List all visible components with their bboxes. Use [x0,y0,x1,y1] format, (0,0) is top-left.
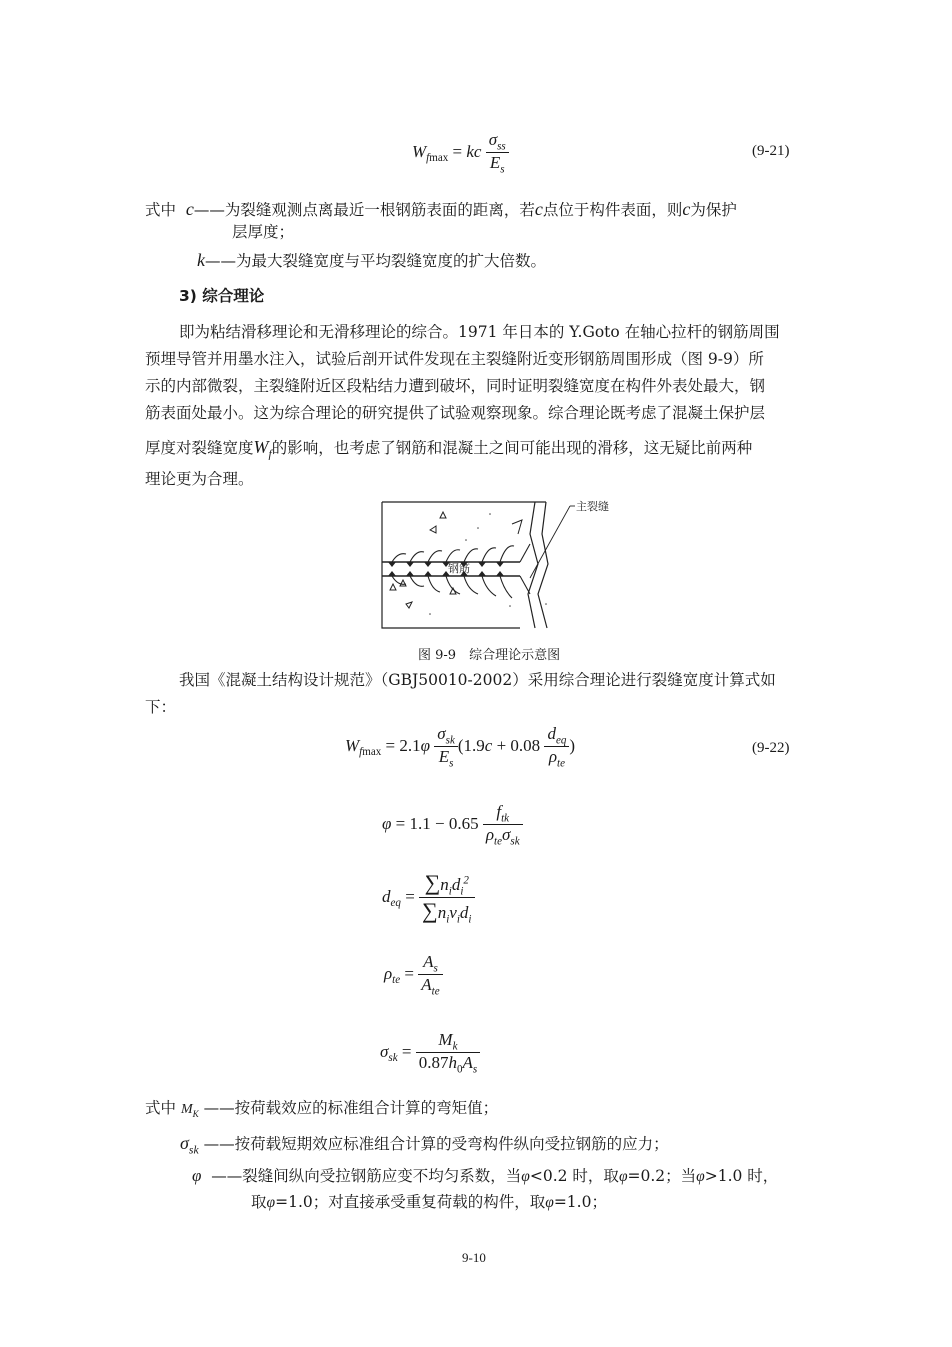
equation-9-21: $W_{fmax}$ = kc $\frac{\sigma_{ss}}{E_s}$ [412,130,509,176]
equation-phi: φ = 1.1 − 0.65 $\frac{f_{tk}}{\rho_{te}\sigma_{sk}}$ [382,802,523,848]
definition-phi: φ ——裂缝间纵向受拉钢筋应变不均匀系数，当φ<0.2 时，取φ=0.2；当φ>1.0 时， [192,1166,779,1185]
equation-number-9-21: (9-21) [752,143,790,159]
paragraph-line-1: 即为粘结滑移理论和无滑移理论的综合。1971 年日本的 Y.Goto 在轴心拉杆的钢筋周围 [179,323,780,341]
definition-c: 式中 c——为裂缝观测点离最近一根钢筋表面的距离，若c点位于构件表面，则c为保护 [145,199,737,219]
figure-label-rebar: 钢筋 [448,562,470,575]
definition-sigma-sk: $\sigma_{sk}$ ——按荷载短期效应标准组合计算的受弯构件纵向受拉钢筋的应力； [180,1133,669,1157]
definition-k: k——为最大裂缝宽度与平均裂缝宽度的扩大倍数。 [197,250,547,270]
code-paragraph-line-2: 下： [145,698,177,716]
equation-sigma-sk: $\sigma_{sk}$ = $\frac{M_k}{0.87h_0A_s}$ [380,1030,480,1076]
paragraph-line-4: 筋表面处最小。这为综合理论的研究提供了试验观察现象。综合理论既考虑了混凝土保护层 [145,404,766,422]
section-heading: 3) 综合理论 [179,287,265,305]
equation-rho-te: $\rho_{te}$ = $\frac{A_s}{A_{te}}$ [384,952,443,998]
paragraph-line-5: 厚度对裂缝宽度$W_f$的影响，也考虑了钢筋和混凝土之间可能出现的滑移，这无疑比前两种 [145,437,753,461]
equation-number-9-22: (9-22) [752,740,790,756]
code-paragraph-line-1: 我国《混凝土结构设计规范》（GBJ50010-2002）采用综合理论进行裂缝宽度计算式如 [179,671,776,689]
figure-caption: 图 9-9 综合理论示意图 [418,648,561,663]
definition-phi-continued: 取φ=1.0；对直接承受重复荷载的构件，取φ=1.0； [251,1193,607,1211]
paragraph-line-6: 理论更为合理。 [145,470,254,488]
definition-mk: 式中 $M_K$ ——按荷载效应的标准组合计算的弯矩值； [145,1099,499,1119]
paragraph-line-3: 示的内部微裂，主裂缝附近区段粘结力遭到破坏，同时证明裂缝宽度在构件外表处最大，钢 [145,377,766,395]
paragraph-line-2: 预埋导管并用墨水注入，试验后剖开试件发现在主裂缝附近变形钢筋周围形成（图 9-9）所 [145,350,764,368]
equation-9-22: $W_{fmax} = 2.1\varphi$ $\frac{\sigma_{sk}}{E_s}$ (1.9c + 0.08 $\frac{d_{eq}}{\rho_{te}}$ ) [345,724,576,770]
figure-9-9 [370,494,620,639]
equation-deq: $d_{eq}$ = $\frac{\sum n_id_i^2}{\sum n_iv_id_i}$ [382,870,475,926]
page-number: 9-10 [462,1250,486,1265]
figure-label-main-crack: 主裂缝 [576,500,609,513]
definition-c-continued: 层厚度； [232,223,295,241]
